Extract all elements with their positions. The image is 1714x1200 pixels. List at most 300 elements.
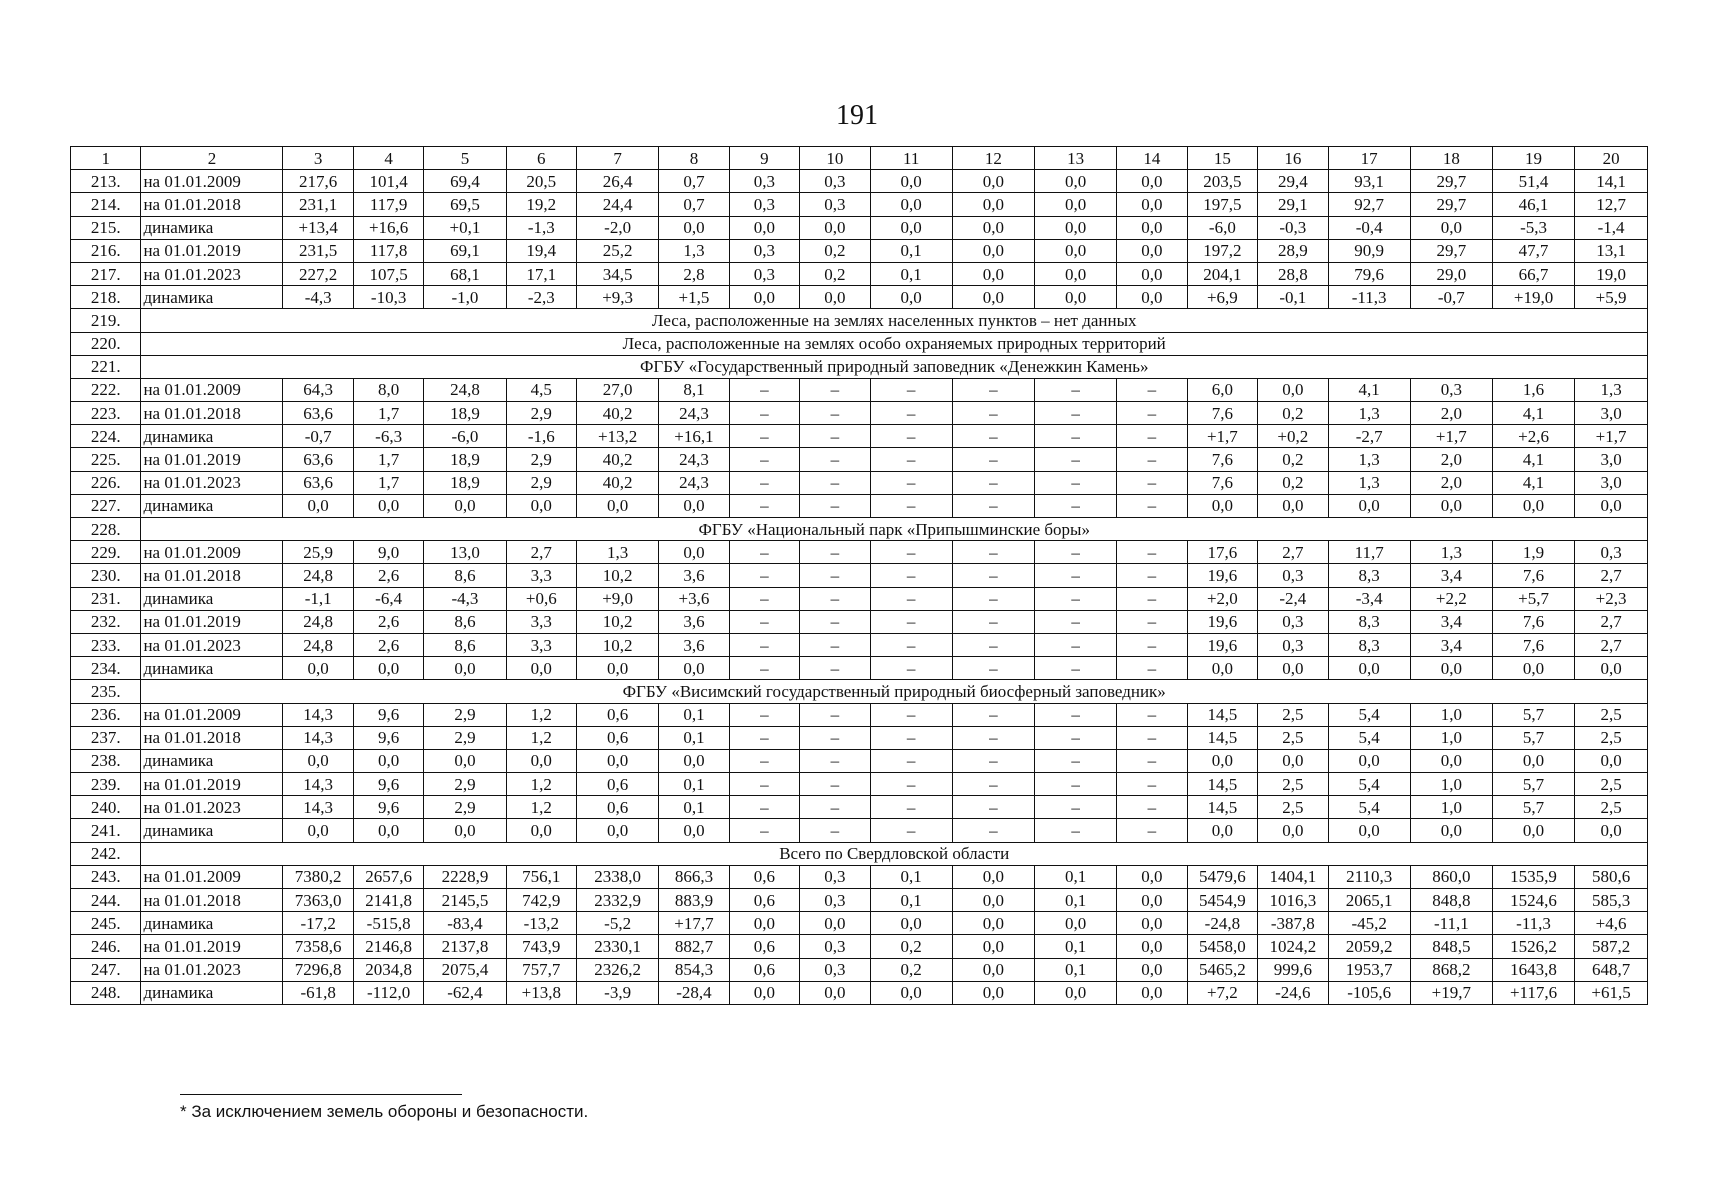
- table-cell: -10,3: [353, 286, 423, 309]
- table-cell: 3,4: [1410, 633, 1492, 656]
- table-cell: 8,6: [424, 564, 506, 587]
- table-cell: 9,0: [353, 541, 423, 564]
- table-cell: 0,0: [1034, 262, 1116, 285]
- table-row: [71, 193, 1648, 216]
- table-cell: -1,3: [506, 216, 576, 239]
- table-cell: 5,4: [1328, 703, 1410, 726]
- table-cell: 0,0: [353, 494, 423, 517]
- table-cell: 883,9: [659, 889, 729, 912]
- table-cell: 2,0: [1410, 402, 1492, 425]
- table-cell: 0,7: [659, 170, 729, 193]
- table-cell: –: [952, 378, 1034, 401]
- row-label: на 01.01.2023: [141, 796, 283, 819]
- table-cell: 0,3: [1258, 633, 1328, 656]
- row-number: 244.: [71, 889, 141, 912]
- section-row: [71, 309, 1648, 332]
- table-cell: 2,5: [1575, 796, 1648, 819]
- table-row: [71, 425, 1648, 448]
- table-row: [71, 935, 1648, 958]
- table-cell: –: [729, 657, 799, 680]
- table-cell: –: [800, 610, 870, 633]
- table-cell: +9,3: [577, 286, 659, 309]
- table-cell: +117,6: [1492, 981, 1574, 1004]
- table-cell: 743,9: [506, 935, 576, 958]
- table-cell: 0,3: [729, 239, 799, 262]
- table-cell: 4,5: [506, 378, 576, 401]
- table-cell: 197,2: [1187, 239, 1257, 262]
- table-cell: 848,8: [1410, 889, 1492, 912]
- table-cell: 40,2: [577, 471, 659, 494]
- table-cell: 1024,2: [1258, 935, 1328, 958]
- table-cell: -387,8: [1258, 912, 1328, 935]
- table-cell: –: [870, 819, 952, 842]
- table-cell: –: [1034, 541, 1116, 564]
- column-header: 17: [1328, 147, 1410, 170]
- row-label: динамика: [141, 749, 283, 772]
- table-cell: 0,0: [1328, 494, 1410, 517]
- table-cell: 5458,0: [1187, 935, 1257, 958]
- table-cell: 3,3: [506, 564, 576, 587]
- table-cell: –: [1117, 425, 1187, 448]
- table-cell: +13,4: [283, 216, 353, 239]
- table-cell: –: [729, 726, 799, 749]
- table-cell: 2,7: [1575, 633, 1648, 656]
- table-row: [71, 286, 1648, 309]
- table-cell: 0,0: [1034, 286, 1116, 309]
- table-cell: -112,0: [353, 981, 423, 1004]
- table-cell: –: [870, 541, 952, 564]
- table-cell: +4,6: [1575, 912, 1648, 935]
- table-cell: 13,1: [1575, 239, 1648, 262]
- table-cell: -0,7: [283, 425, 353, 448]
- table-cell: 69,5: [424, 193, 506, 216]
- table-cell: 2338,0: [577, 865, 659, 888]
- table-cell: 8,3: [1328, 564, 1410, 587]
- row-number: 217.: [71, 262, 141, 285]
- table-cell: 0,0: [1328, 657, 1410, 680]
- table-cell: –: [870, 796, 952, 819]
- table-cell: –: [800, 541, 870, 564]
- table-cell: –: [1034, 796, 1116, 819]
- table-cell: 1,3: [577, 541, 659, 564]
- table-cell: 0,0: [1575, 819, 1648, 842]
- table-cell: 25,2: [577, 239, 659, 262]
- column-header: 8: [659, 147, 729, 170]
- table-cell: 14,1: [1575, 170, 1648, 193]
- table-cell: 7380,2: [283, 865, 353, 888]
- column-header: 13: [1034, 147, 1116, 170]
- row-label: на 01.01.2018: [141, 402, 283, 425]
- table-cell: 0,0: [870, 981, 952, 1004]
- table-cell: 47,7: [1492, 239, 1574, 262]
- table-cell: +7,2: [1187, 981, 1257, 1004]
- table-cell: 0,0: [870, 193, 952, 216]
- table-cell: 866,3: [659, 865, 729, 888]
- table-cell: -11,3: [1492, 912, 1574, 935]
- row-number: 241.: [71, 819, 141, 842]
- table-cell: 14,3: [283, 796, 353, 819]
- table-cell: 0,3: [800, 193, 870, 216]
- table-cell: –: [1117, 402, 1187, 425]
- table-row: [71, 819, 1648, 842]
- table-cell: 19,6: [1187, 633, 1257, 656]
- table-cell: +5,7: [1492, 587, 1574, 610]
- table-cell: 0,3: [800, 958, 870, 981]
- table-cell: –: [800, 564, 870, 587]
- row-label: на 01.01.2018: [141, 564, 283, 587]
- table-cell: 1526,2: [1492, 935, 1574, 958]
- row-number: 223.: [71, 402, 141, 425]
- table-cell: 79,6: [1328, 262, 1410, 285]
- table-cell: 0,6: [577, 726, 659, 749]
- table-cell: 0,0: [506, 657, 576, 680]
- table-cell: 0,3: [800, 889, 870, 912]
- table-cell: 0,0: [1117, 239, 1187, 262]
- table-cell: 0,0: [800, 981, 870, 1004]
- table-cell: 0,1: [870, 889, 952, 912]
- table-cell: –: [870, 448, 952, 471]
- table-cell: 0,0: [952, 958, 1034, 981]
- table-cell: 1,2: [506, 703, 576, 726]
- table-cell: 0,0: [1034, 912, 1116, 935]
- table-body: [71, 170, 1648, 1005]
- table-cell: –: [870, 564, 952, 587]
- table-cell: 4,1: [1492, 471, 1574, 494]
- table-cell: 34,5: [577, 262, 659, 285]
- table-cell: –: [870, 471, 952, 494]
- table-cell: 7363,0: [283, 889, 353, 912]
- table-cell: 90,9: [1328, 239, 1410, 262]
- footnote-divider: [180, 1094, 462, 1095]
- table-cell: –: [729, 494, 799, 517]
- data-table: [70, 146, 1648, 1005]
- table-cell: 14,3: [283, 773, 353, 796]
- table-cell: -13,2: [506, 912, 576, 935]
- row-number: 224.: [71, 425, 141, 448]
- table-cell: +19,0: [1492, 286, 1574, 309]
- table-cell: 0,3: [729, 262, 799, 285]
- table-cell: 0,0: [800, 912, 870, 935]
- table-cell: 14,3: [283, 703, 353, 726]
- row-number: 220.: [71, 332, 141, 355]
- table-cell: 1,3: [1410, 541, 1492, 564]
- table-row: [71, 239, 1648, 262]
- column-header: 1: [71, 147, 141, 170]
- table-cell: 648,7: [1575, 958, 1648, 981]
- table-cell: 0,3: [1258, 610, 1328, 633]
- table-cell: 0,0: [283, 749, 353, 772]
- table-cell: 7,6: [1187, 448, 1257, 471]
- table-cell: 7,6: [1492, 610, 1574, 633]
- table-cell: 0,3: [1575, 541, 1648, 564]
- table-cell: +17,7: [659, 912, 729, 935]
- row-number: 240.: [71, 796, 141, 819]
- row-label: динамика: [141, 216, 283, 239]
- table-cell: 14,5: [1187, 703, 1257, 726]
- row-number: 235.: [71, 680, 141, 703]
- table-cell: 40,2: [577, 448, 659, 471]
- table-cell: 0,0: [1117, 262, 1187, 285]
- table-cell: 28,8: [1258, 262, 1328, 285]
- table-cell: –: [1117, 749, 1187, 772]
- table-cell: 69,4: [424, 170, 506, 193]
- table-cell: 10,2: [577, 610, 659, 633]
- table-cell: –: [870, 749, 952, 772]
- table-cell: +2,6: [1492, 425, 1574, 448]
- table-cell: 0,0: [1187, 749, 1257, 772]
- row-label: на 01.01.2023: [141, 471, 283, 494]
- row-label: на 01.01.2018: [141, 193, 283, 216]
- column-header: 3: [283, 147, 353, 170]
- table-cell: -0,3: [1258, 216, 1328, 239]
- page-number: 191: [836, 100, 878, 131]
- table-row: [71, 633, 1648, 656]
- table-cell: 587,2: [1575, 935, 1648, 958]
- table-cell: 51,4: [1492, 170, 1574, 193]
- table-cell: 0,0: [424, 749, 506, 772]
- table-row: [71, 170, 1648, 193]
- row-label: динамика: [141, 912, 283, 935]
- table-cell: –: [729, 610, 799, 633]
- table-cell: -0,1: [1258, 286, 1328, 309]
- table-cell: 18,9: [424, 448, 506, 471]
- table-cell: -4,3: [283, 286, 353, 309]
- table-cell: -2,7: [1328, 425, 1410, 448]
- table-cell: 0,0: [1258, 819, 1328, 842]
- column-header: 10: [800, 147, 870, 170]
- table-cell: 2,8: [659, 262, 729, 285]
- table-cell: 24,4: [577, 193, 659, 216]
- table-cell: 7,6: [1187, 402, 1257, 425]
- data-table-container: [70, 146, 1648, 1005]
- table-cell: 1,7: [353, 448, 423, 471]
- table-cell: –: [800, 448, 870, 471]
- table-cell: 4,1: [1492, 448, 1574, 471]
- table-cell: –: [800, 587, 870, 610]
- table-cell: 0,0: [1258, 749, 1328, 772]
- table-cell: 0,0: [283, 819, 353, 842]
- row-label: динамика: [141, 494, 283, 517]
- table-cell: +2,0: [1187, 587, 1257, 610]
- table-row: [71, 865, 1648, 888]
- section-title: ФГБУ «Государственный природный заповедник «Денежкин Камень»: [141, 355, 1648, 378]
- table-cell: 2137,8: [424, 935, 506, 958]
- table-cell: 0,0: [952, 239, 1034, 262]
- table-cell: 8,3: [1328, 633, 1410, 656]
- table-cell: 0,0: [1575, 749, 1648, 772]
- table-cell: 0,0: [353, 819, 423, 842]
- row-number: 229.: [71, 541, 141, 564]
- row-label: на 01.01.2019: [141, 610, 283, 633]
- row-number: 239.: [71, 773, 141, 796]
- table-cell: -2,4: [1258, 587, 1328, 610]
- table-cell: –: [1034, 819, 1116, 842]
- table-cell: 68,1: [424, 262, 506, 285]
- table-cell: –: [870, 610, 952, 633]
- table-cell: 0,0: [1117, 889, 1187, 912]
- table-cell: –: [800, 633, 870, 656]
- column-header: 19: [1492, 147, 1574, 170]
- table-cell: 217,6: [283, 170, 353, 193]
- table-cell: 231,1: [283, 193, 353, 216]
- column-header: 20: [1575, 147, 1648, 170]
- table-cell: +3,6: [659, 587, 729, 610]
- table-cell: 0,0: [1117, 958, 1187, 981]
- section-row: [71, 842, 1648, 865]
- table-cell: 7358,6: [283, 935, 353, 958]
- row-label: динамика: [141, 425, 283, 448]
- row-label: на 01.01.2018: [141, 726, 283, 749]
- table-cell: -6,0: [424, 425, 506, 448]
- section-title: Всего по Свердловской области: [141, 842, 1648, 865]
- table-cell: 14,5: [1187, 796, 1257, 819]
- table-cell: 2,9: [506, 471, 576, 494]
- table-cell: 4,1: [1328, 378, 1410, 401]
- table-cell: 17,1: [506, 262, 576, 285]
- table-cell: 1,0: [1410, 726, 1492, 749]
- table-cell: 14,5: [1187, 773, 1257, 796]
- table-cell: –: [1117, 564, 1187, 587]
- table-cell: –: [800, 425, 870, 448]
- table-row: [71, 703, 1648, 726]
- table-cell: 0,0: [659, 541, 729, 564]
- section-title: ФГБУ «Висимский государственный природный биосферный заповедник»: [141, 680, 1648, 703]
- table-cell: 0,0: [952, 935, 1034, 958]
- row-number: 221.: [71, 355, 141, 378]
- table-cell: 101,4: [353, 170, 423, 193]
- table-cell: 19,0: [1575, 262, 1648, 285]
- table-cell: –: [952, 494, 1034, 517]
- table-cell: 17,6: [1187, 541, 1257, 564]
- row-number: 247.: [71, 958, 141, 981]
- column-header: 16: [1258, 147, 1328, 170]
- table-cell: 2065,1: [1328, 889, 1410, 912]
- table-cell: 0,2: [1258, 448, 1328, 471]
- table-cell: 117,8: [353, 239, 423, 262]
- table-cell: –: [1034, 425, 1116, 448]
- table-cell: 9,6: [353, 773, 423, 796]
- table-cell: 2,9: [424, 773, 506, 796]
- row-label: динамика: [141, 819, 283, 842]
- table-cell: –: [729, 796, 799, 819]
- table-cell: –: [870, 494, 952, 517]
- table-cell: 0,0: [952, 981, 1034, 1004]
- table-cell: 13,0: [424, 541, 506, 564]
- section-title: ФГБУ «Национальный парк «Припышминские боры»: [141, 518, 1648, 541]
- table-cell: 63,6: [283, 448, 353, 471]
- table-cell: 0,1: [870, 865, 952, 888]
- table-cell: 8,6: [424, 633, 506, 656]
- row-number: 232.: [71, 610, 141, 633]
- row-number: 242.: [71, 842, 141, 865]
- table-cell: –: [729, 749, 799, 772]
- table-cell: 0,0: [424, 494, 506, 517]
- table-cell: 19,6: [1187, 564, 1257, 587]
- table-cell: 0,0: [1492, 494, 1574, 517]
- table-cell: 3,6: [659, 633, 729, 656]
- table-cell: –: [1034, 471, 1116, 494]
- table-cell: 29,7: [1410, 170, 1492, 193]
- table-cell: 7,6: [1187, 471, 1257, 494]
- table-cell: –: [800, 773, 870, 796]
- table-cell: +6,9: [1187, 286, 1257, 309]
- table-cell: 0,1: [870, 239, 952, 262]
- table-cell: 46,1: [1492, 193, 1574, 216]
- column-header: 5: [424, 147, 506, 170]
- table-cell: 28,9: [1258, 239, 1328, 262]
- row-label: на 01.01.2019: [141, 448, 283, 471]
- table-cell: 0,0: [800, 216, 870, 239]
- table-cell: 1,2: [506, 726, 576, 749]
- table-cell: 0,7: [659, 193, 729, 216]
- table-cell: –: [1034, 494, 1116, 517]
- table-cell: +1,5: [659, 286, 729, 309]
- table-cell: 0,0: [1117, 912, 1187, 935]
- table-cell: –: [1034, 726, 1116, 749]
- table-cell: –: [729, 703, 799, 726]
- table-cell: 12,7: [1575, 193, 1648, 216]
- table-row: [71, 796, 1648, 819]
- table-cell: 0,0: [659, 494, 729, 517]
- table-cell: 10,2: [577, 564, 659, 587]
- table-cell: 854,3: [659, 958, 729, 981]
- table-cell: 0,0: [506, 819, 576, 842]
- table-cell: 7,6: [1492, 633, 1574, 656]
- table-cell: 0,6: [577, 796, 659, 819]
- table-cell: –: [729, 633, 799, 656]
- table-cell: –: [729, 819, 799, 842]
- table-cell: 107,5: [353, 262, 423, 285]
- table-cell: 14,3: [283, 726, 353, 749]
- table-row: [71, 216, 1648, 239]
- table-cell: –: [1117, 587, 1187, 610]
- table-cell: 0,0: [283, 657, 353, 680]
- table-cell: +16,6: [353, 216, 423, 239]
- table-cell: 0,0: [729, 286, 799, 309]
- table-cell: 24,3: [659, 402, 729, 425]
- table-cell: 10,2: [577, 633, 659, 656]
- table-cell: 585,3: [1575, 889, 1648, 912]
- table-cell: 0,0: [1492, 819, 1574, 842]
- table-cell: 0,0: [1034, 239, 1116, 262]
- table-cell: 0,0: [870, 216, 952, 239]
- table-cell: 0,3: [1410, 378, 1492, 401]
- table-cell: -4,3: [424, 587, 506, 610]
- table-cell: –: [952, 726, 1034, 749]
- table-cell: 0,0: [1187, 819, 1257, 842]
- table-cell: 25,9: [283, 541, 353, 564]
- table-cell: –: [729, 564, 799, 587]
- table-cell: –: [1117, 819, 1187, 842]
- table-cell: –: [1034, 378, 1116, 401]
- table-cell: 40,2: [577, 402, 659, 425]
- table-cell: 0,0: [1328, 819, 1410, 842]
- table-cell: 9,6: [353, 726, 423, 749]
- table-cell: 92,7: [1328, 193, 1410, 216]
- table-cell: –: [1034, 703, 1116, 726]
- row-number: 213.: [71, 170, 141, 193]
- table-cell: 19,4: [506, 239, 576, 262]
- table-cell: +1,7: [1410, 425, 1492, 448]
- table-cell: 5,4: [1328, 796, 1410, 819]
- table-cell: 203,5: [1187, 170, 1257, 193]
- table-row: [71, 912, 1648, 935]
- table-cell: 3,4: [1410, 610, 1492, 633]
- table-cell: –: [952, 564, 1034, 587]
- column-header: 12: [952, 147, 1034, 170]
- table-cell: –: [1117, 633, 1187, 656]
- table-cell: –: [800, 819, 870, 842]
